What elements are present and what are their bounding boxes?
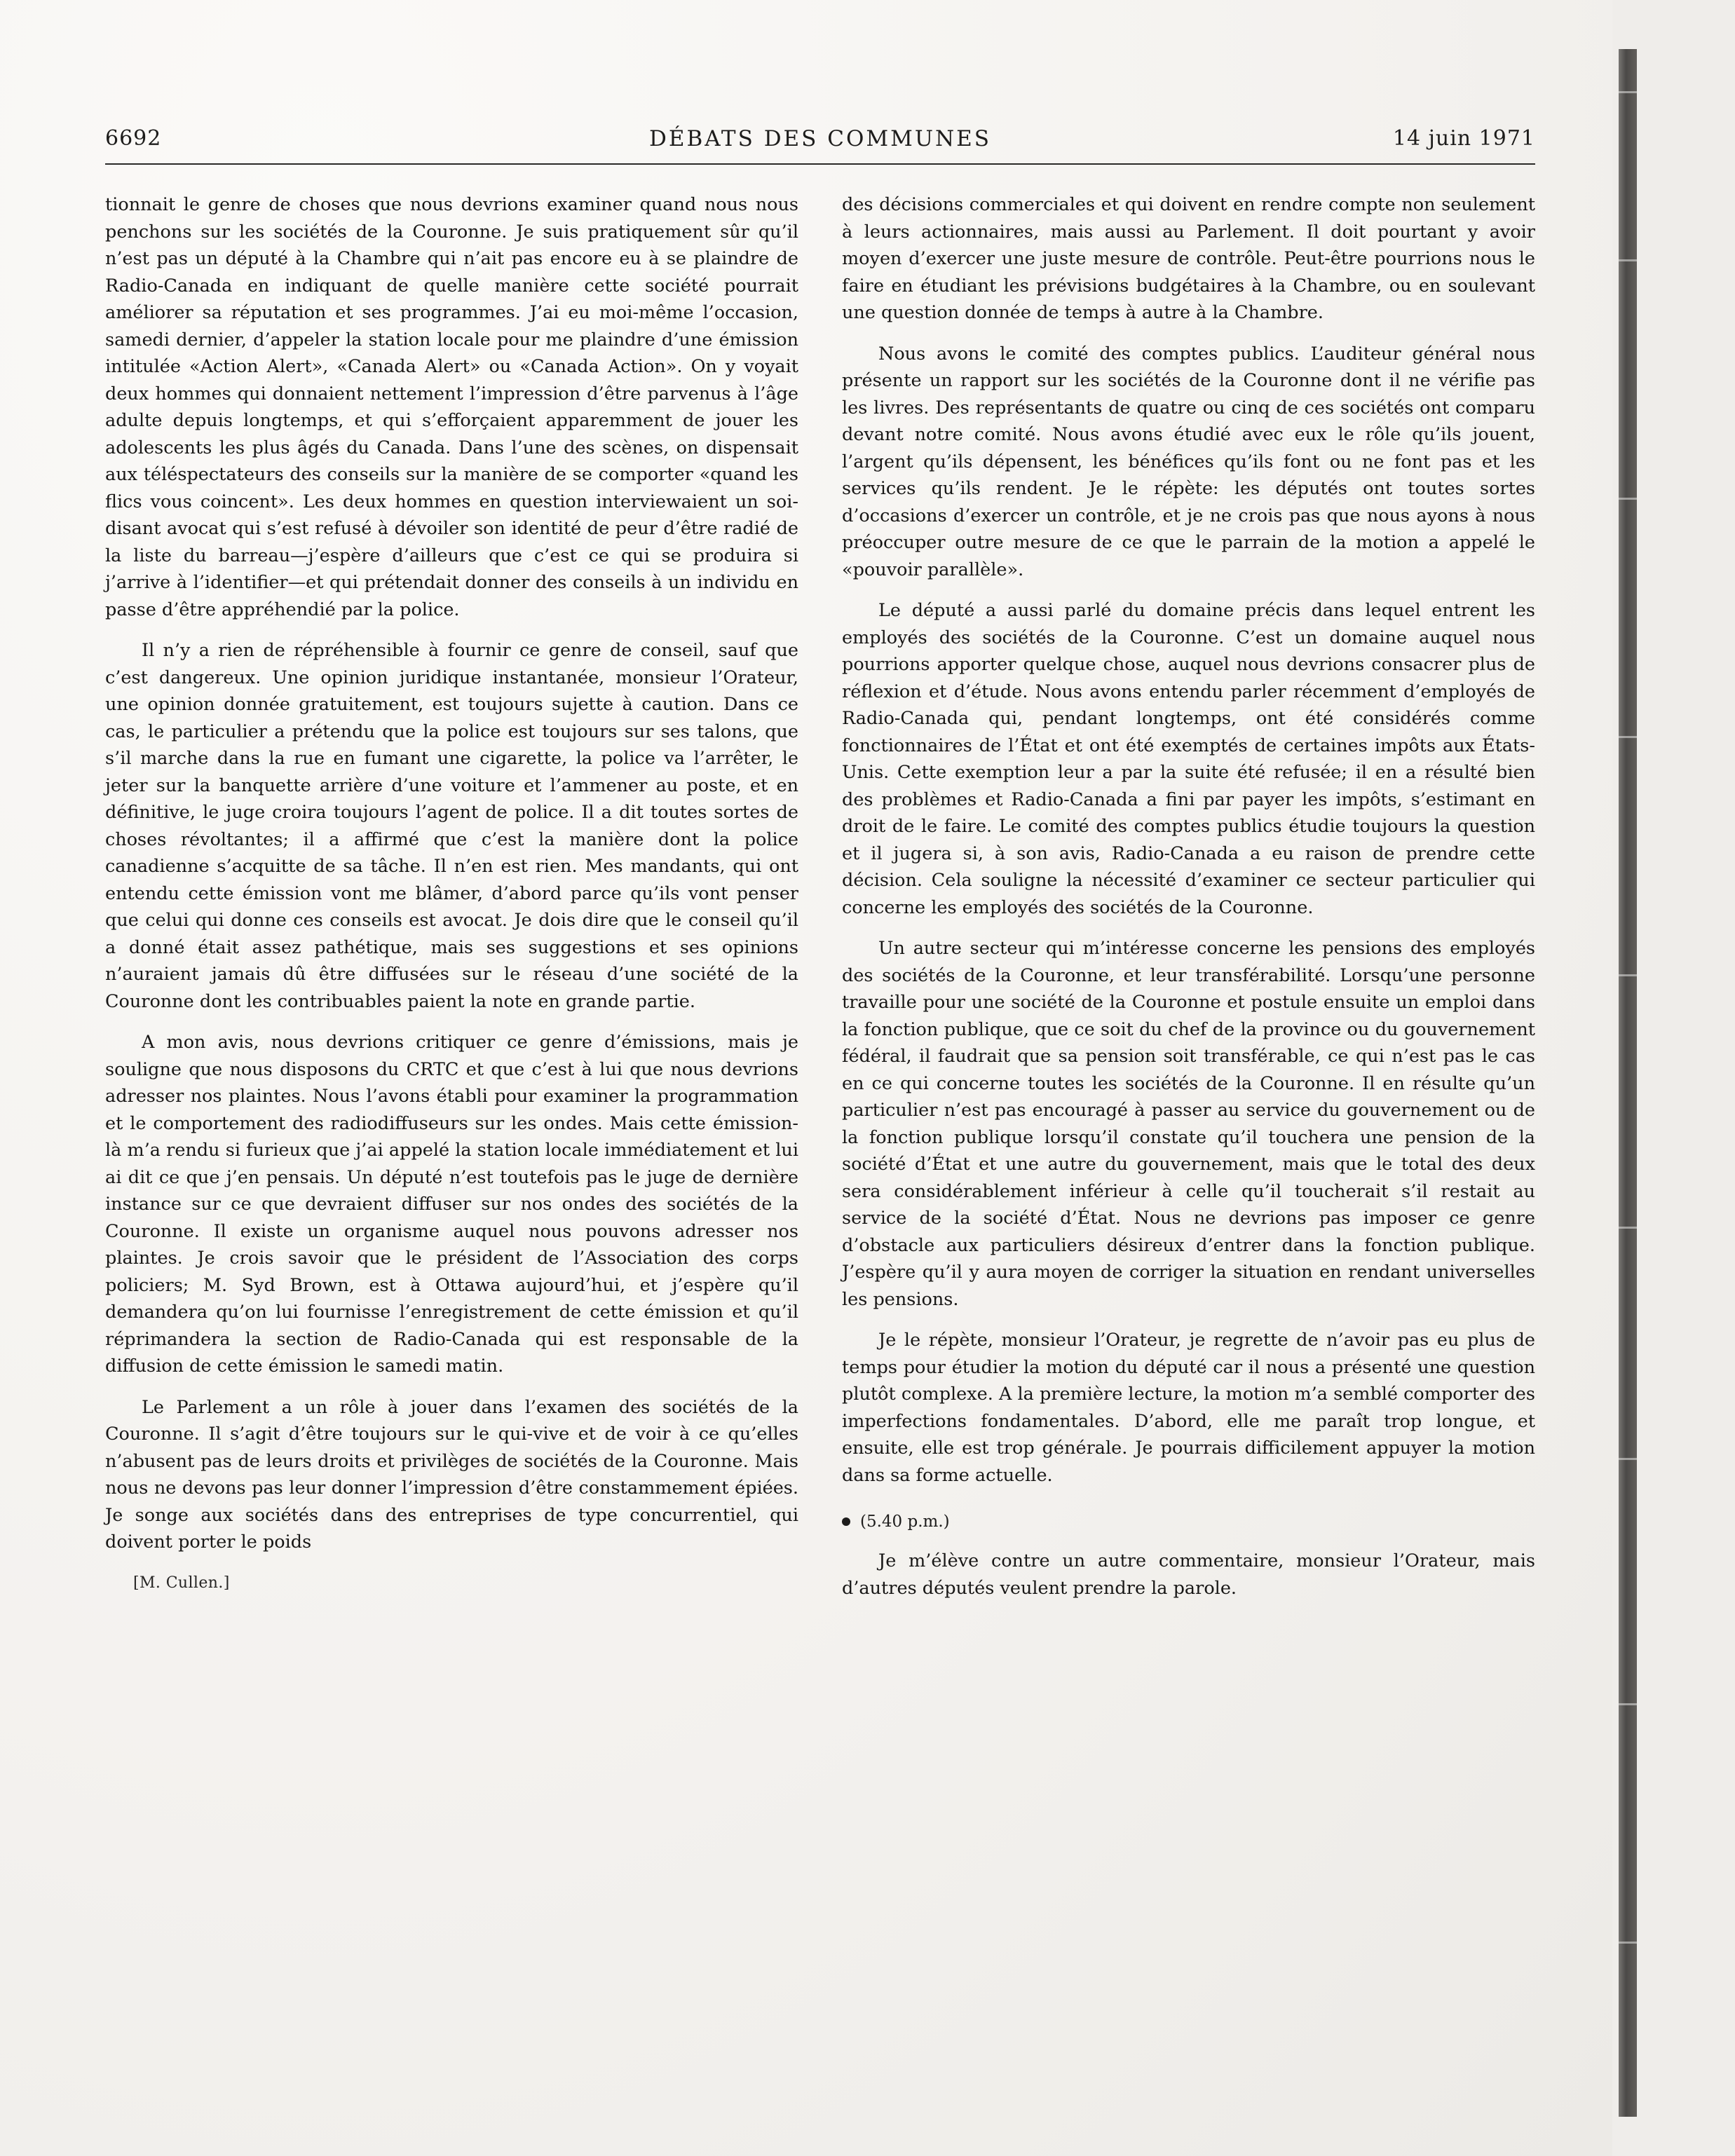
paragraph: Je m’élève contre un autre commentaire, monsieur l’Orateur, mais d’autres députés veulent prendre la parole. [842, 1550, 1535, 1599]
paragraph: des décisions commerciales et qui doivent en rendre compte non seulement à leurs actionnaires, mais aussi au Parlement. Il doit pourtant y avoir moyen d’exercer une juste mesure de contrôle. Peut-être pourrions nous le faire en étudiant les prévisions budgétaires à la Chambre, ou en soulevant une question donnée de temps à autre à la Chambre. [842, 194, 1535, 323]
running-head [105, 126, 1535, 161]
page-number: 6692 [105, 126, 162, 151]
timestamp-marker [842, 1513, 1535, 1531]
publication-title: DÉBATS DES COMMUNES [648, 126, 992, 151]
paragraph: Le député a aussi parlé du domaine précis dans lequel entrent les employés des sociétés de la Couronne. C’est un domaine auquel nous pourrions apporter quelque chose, auquel nous devrions consacrer plus de réflexion et d’étude. Nous avons entendu parler récemment d’employés de Radio-Canada qui, pendant longtemps, ont été considérés comme fonctionnaires de l’État et ont été exemptés de certaines impôts aux États-Unis. Cette exemption leur a par la suite été refusée; il en a résulté bien des problèmes et Radio-Canada a fini par payer les impôts, s’estimant en droit de le faire. Le comité des comptes publics étudie toujours la question et il jugera si, à son avis, Radio-Canada a eu raison de prendre cette décision. Cela souligne la nécessité d’examiner ce secteur particulier qui concerne les employés des sociétés de la Couronne. [842, 600, 1535, 918]
paragraph: Nous avons le comité des comptes publics. L’auditeur général nous présente un rapport sur les sociétés de la Couronne dont il ne vérifie pas les livres. Des représentants de quatre ou cinq de ces sociétés ont comparu devant notre comité. Nous avons étudié avec eux le rôle qu’ils jouent, l’argent qu’ils dépensent, les bénéfices qu’ils font ou ne font pas et les services qu’ils rendent. Je le répète: les députés ont toutes sortes d’occasions d’exercer un contrôle, et je ne crois pas que nous ayons à nous préoccuper outre mesure de ce que le parrain de la motion a appelé le «pouvoir parallèle». [842, 343, 1535, 580]
body-columns [105, 191, 1535, 1616]
bullet-icon [842, 1517, 850, 1526]
paragraph: Un autre secteur qui m’intéresse concerne les pensions des employés des sociétés de la Couronne, et leur transférabilité. Lorsqu’une personne travaille pour une société de la Couronne et postule ensuite un emploi dans la fonction publique, que ce soit du chef de la province ou du gouvernement fédéral, il faudrait que sa pension soit transférable, ce qui n’est pas le cas en ce qui concerne toutes les sociétés de la Couronne. Il en résulte qu’un particulier n’est pas encouragé à passer au service du gouvernement ou de la fonction publique lorsqu’il constate qu’il touchera une pension de la société d’État et une autre du gouvernement, mais que le total des deux sera considérablement inférieur à celle qu’il toucherait s’il restait au service de la société d’État. Nous ne devrions pas imposer ce genre d’obstacle aux particuliers désireux d’entrer dans la fonction publique. J’espère qu’il y aura moyen de corriger la situation en rendant universelles les pensions. [842, 938, 1535, 1310]
paragraph: Je le répète, monsieur l’Orateur, je regrette de n’avoir pas eu plus de temps pour étudier la motion du député car il nous a présenté une question plutôt complexe. A la première lecture, la motion m’a semblé comporter des imperfections fondamentales. D’abord, elle me paraît trop longue, et ensuite, elle est trop générale. Je pourrais difficilement appuyer la motion dans sa forme actuelle. [842, 1330, 1535, 1486]
paragraph: tionnait le genre de choses que nous devrions examiner quand nous nous penchons sur les sociétés de la Couronne. Je suis pratiquement sûr qu’il n’est pas un député à la Chambre qui n’ait pas encore eu à se plaindre de Radio-Canada en indiquant de quelle manière cette société pourrait améliorer sa réputation et ses programmes. J’ai eu moi-même l’occasion, samedi dernier, d’appeler la station locale pour me plaindre d’une émission intitulée «Action Alert», «Canada Alert» ou «Canada Action». On y voyait deux hommes qui donnaient nettement l’impression d’être parvenus à l’âge adulte depuis longtemps, et qui s’efforçaient apparemment de jouer les adolescents les plus âgés du Canada. Dans l’une des scènes, on dispensait aux téléspectateurs des conseils sur la manière de se comporter «quand les flics vous coincent». Les deux hommes en question interviewaient un soi-disant avocat qui s’est refusé à dévoiler son identité de peur d’être radié de la liste du barreau—j’espère d’ailleurs que c’est ce qui se produira si j’arrive à l’identifier—et qui prétendait donner des conseils à un individu en passe d’être appréhendié par la police. [105, 194, 798, 620]
header-rule [105, 163, 1535, 165]
paragraph: Le Parlement a un rôle à jouer dans l’examen des sociétés de la Couronne. Il s’agit d’être toujours sur le qui-vive et de voir à ce qu’elles n’abusent pas de leurs droits et privilèges de sociétés de la Couronne. Mais nous ne devons pas leur donner l’impression d’être constammement épiées. Je songe aux sociétés dans des entreprises de type concurrentiel, qui doivent porter le poids [105, 1396, 798, 1553]
paragraph: Il n’y a rien de répréhensible à fournir ce genre de conseil, sauf que c’est dangereux. Une opinion juridique instantanée, monsieur l’Orateur, une opinion donnée gratuitement, est toujours sujette à caution. Dans ce cas, le particulier a prétendu que la police est toujours sur ses talons, que s’il marche dans la rue en fumant une cigarette, la police va l’arrêter, le jeter sur la banquette arrière d’une voiture et l’ammener au poste, et en définitive, le juge croira toujours l’agent de police. Il a dit toutes sortes de choses révoltantes; il a affirmé que c’est la manière dont la police canadienne s’acquitte de sa tâche. Il n’en est rien. Mes mandants, qui ont entendu cette émission vont me blâmer, d’abord parce qu’ils vont penser que celui qui donne ces conseils est avocat. Je dois dire que le conseil qu’il a donné était assez pathétique, mais ses suggestions et ses opinions n’auraient jamais dû être diffusées sur le réseau d’une société de la Couronne dont les contribuables paient la note en grande partie. [105, 640, 798, 1012]
paragraph: A mon avis, nous devrions critiquer ce genre d’émissions, mais je souligne que nous disposons du CRTC et que c’est à lui que nous devrions adresser nos plaintes. Nous l’avons établi pour examiner la programmation et le comportement des radiodiffuseurs sur les ondes. Mais cette émission-là m’a rendu si furieux que j’ai appelé la station locale immédiatement et lui ai dit ce que j’en pensais. Un député n’est toutefois pas le juge de dernière instance sur ce que devraient diffuser sur nos ondes des sociétés de la Couronne. Il existe un organisme auquel nous pouvons adresser nos plaintes. Je crois savoir que le président de l’Association des corps policiers; M. Syd Brown, est à Ottawa aujourd’hui, et j’espère qu’il demandera qu’on lui fournisse l’enregistrement de cette émission et qu’il réprimandera la section de Radio-Canada qui est responsable de la diffusion de cette émission le samedi matin. [105, 1032, 798, 1377]
page-content [105, 126, 1535, 1616]
left-column [105, 191, 798, 1616]
right-column [842, 191, 1535, 1616]
publication-date: 14 juin 1971 [1392, 126, 1535, 151]
timestamp-text: (5.40 p.m.) [860, 1513, 950, 1531]
speaker-attribution: [M. Cullen.] [133, 1574, 230, 1592]
scan-edge-ticks [1619, 49, 1637, 2117]
